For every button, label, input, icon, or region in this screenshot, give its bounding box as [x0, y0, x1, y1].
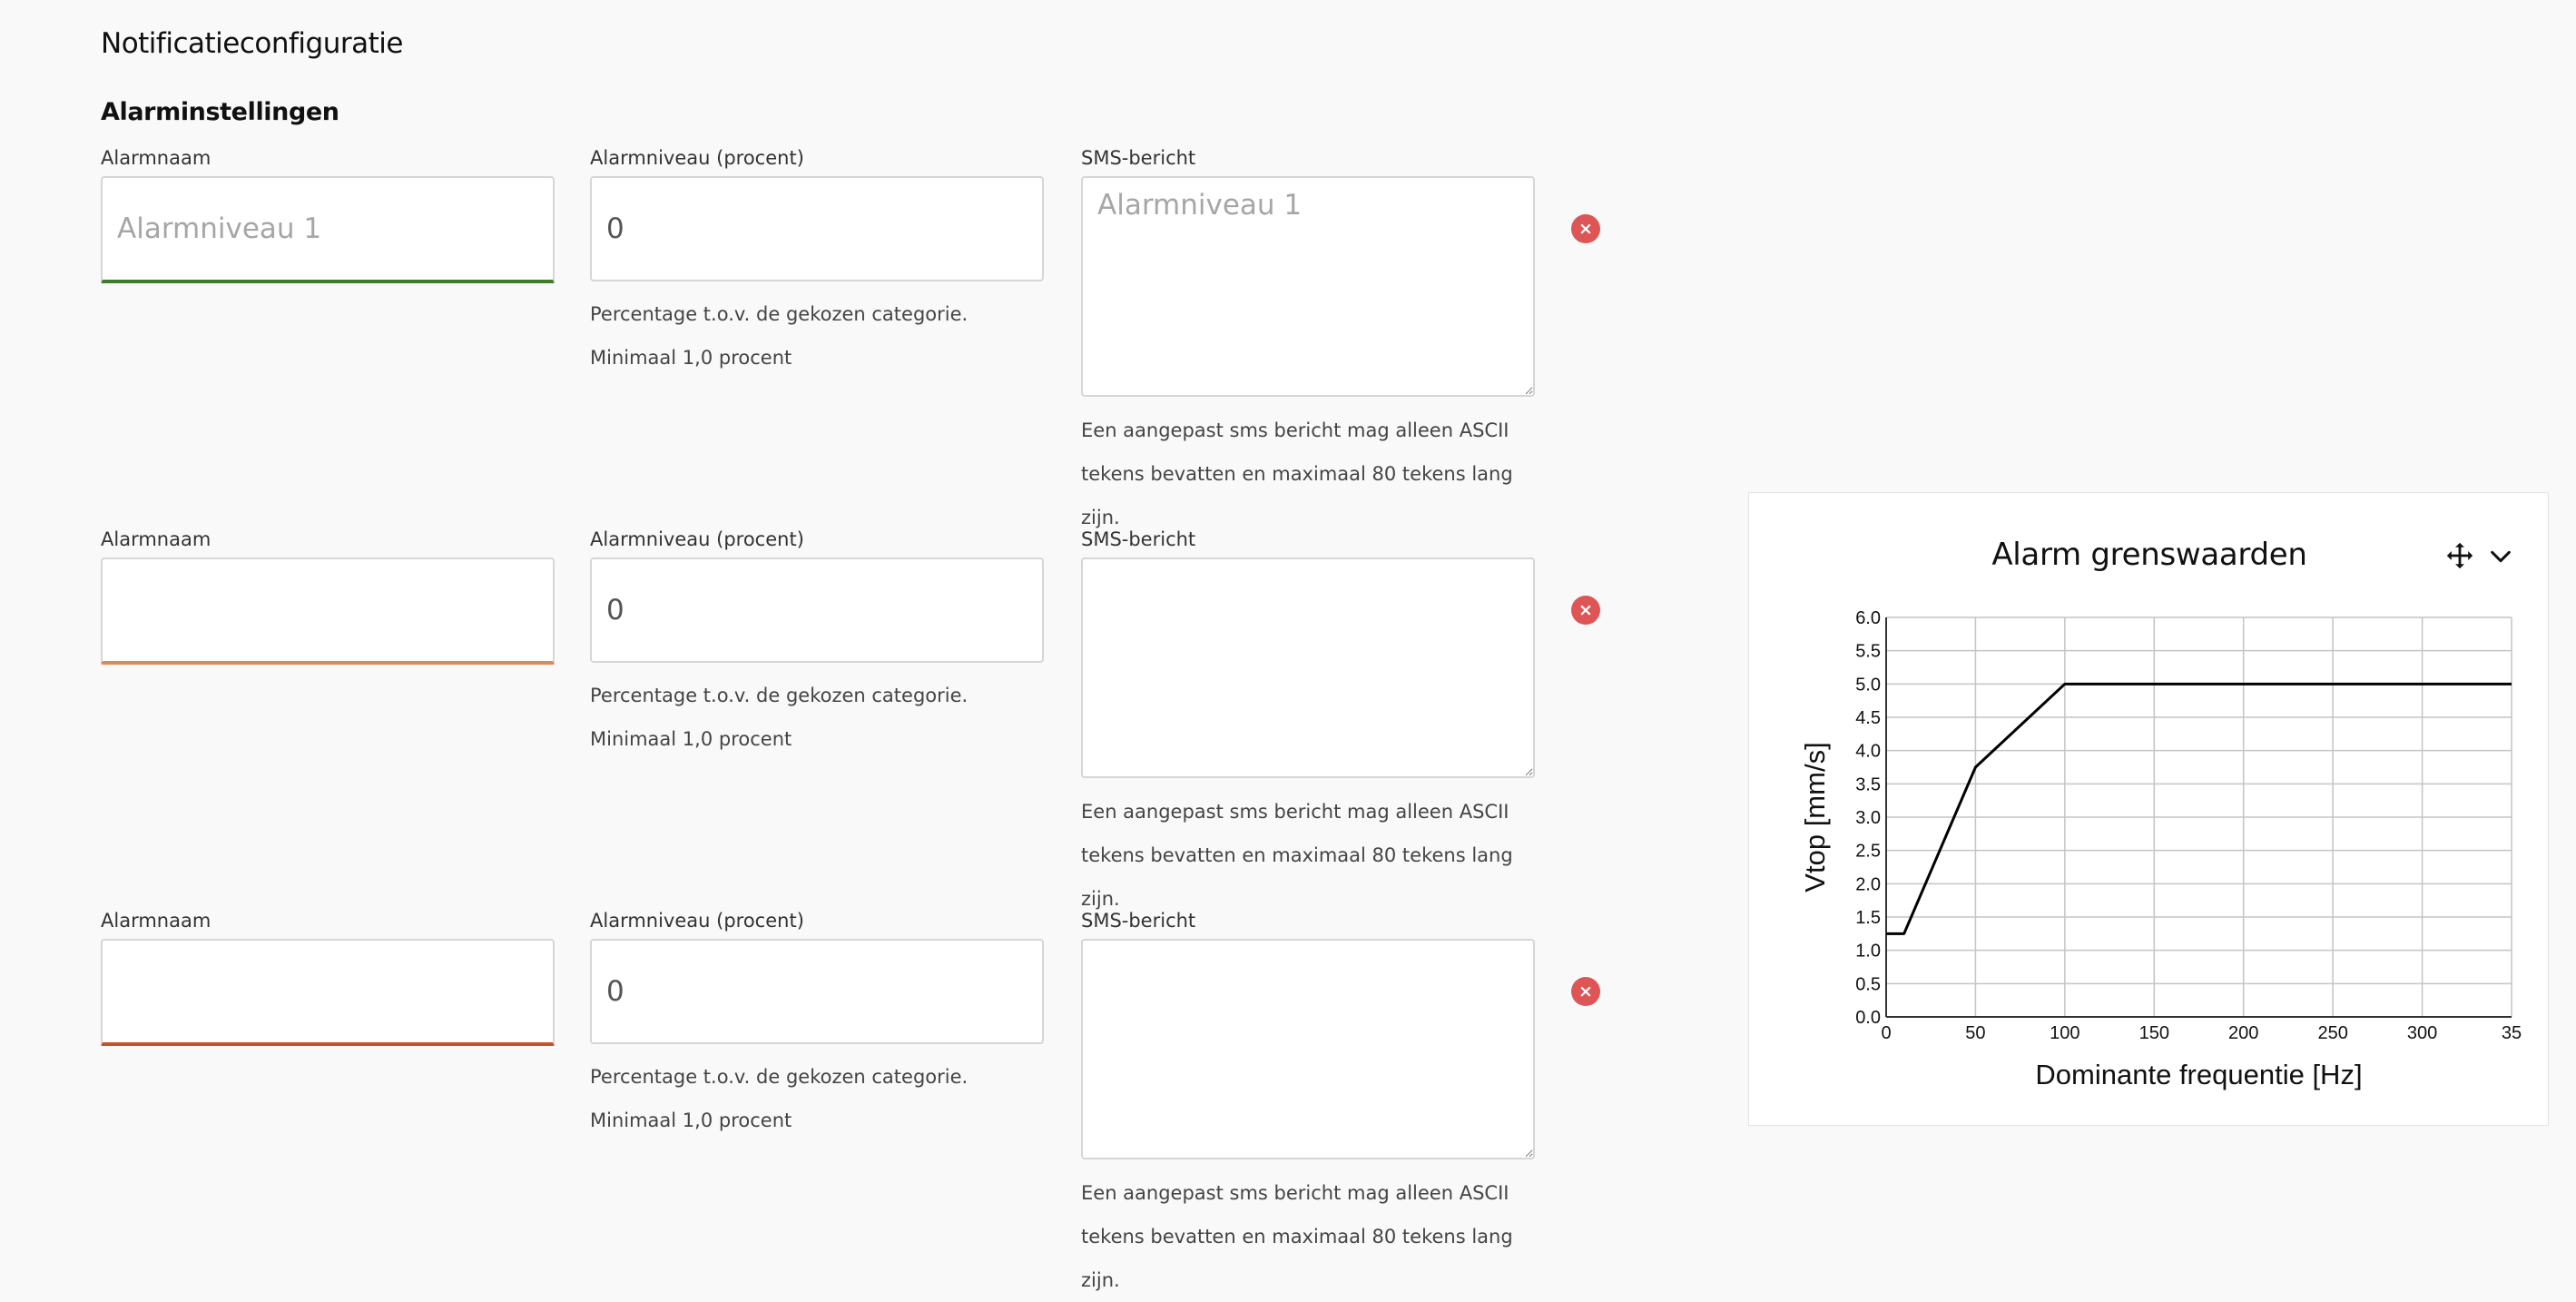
sms-message-label: SMS-bericht — [1081, 528, 1196, 550]
sms-message-label: SMS-bericht — [1081, 147, 1196, 169]
x-tick-label: 0 — [1881, 1023, 1892, 1043]
x-axis-label: Dominante frequentie [Hz] — [2035, 1059, 2363, 1090]
sms-message-help: Een aangepast sms bericht mag alleen ASCII tekens bevatten en maximaal 80 tekens lang zijn. — [1081, 1182, 1513, 1291]
y-tick-label: 3.0 — [1855, 808, 1881, 828]
sms-message-textarea[interactable] — [1081, 557, 1535, 778]
y-tick-label: 6.0 — [1855, 608, 1881, 628]
alarm-name-label: Alarmnaam — [101, 147, 211, 169]
y-tick-label: 4.0 — [1855, 741, 1881, 762]
x-tick-label: 150 — [2138, 1023, 2169, 1043]
y-tick-label: 0.0 — [1855, 1008, 1881, 1028]
alarm-level-help: Percentage t.o.v. de gekozen categorie. Minimaal 1,0 procent — [590, 685, 968, 750]
alarm-name-input[interactable] — [101, 557, 555, 665]
alarm-level-input[interactable] — [590, 557, 1044, 663]
alarm-level-input[interactable] — [590, 176, 1044, 281]
y-axis-label: Vtop [mm/s] — [1799, 742, 1831, 893]
y-tick-label: 2.5 — [1855, 841, 1881, 862]
alarm-row-1 — [0, 147, 1634, 528]
alarm-name-label: Alarmnaam — [101, 910, 211, 932]
x-tick-label: 35 — [2501, 1023, 2522, 1043]
x-tick-label: 300 — [2406, 1023, 2438, 1043]
delete-alarm-button[interactable]: × — [1571, 977, 1600, 1006]
alarm-thresholds-chart-panel — [1748, 492, 2549, 1126]
section-title: Alarminstellingen — [101, 98, 339, 126]
y-tick-label: 2.0 — [1855, 874, 1881, 895]
alarm-level-label: Alarmniveau (procent) — [590, 147, 804, 169]
y-tick-label: 5.0 — [1855, 675, 1881, 695]
alarm-name-input[interactable] — [101, 939, 555, 1046]
alarm-name-label: Alarmnaam — [101, 528, 211, 550]
alarm-name-input[interactable] — [101, 176, 555, 283]
sms-message-help: Een aangepast sms bericht mag alleen ASCII tekens bevatten en maximaal 80 tekens lang zijn. — [1081, 801, 1513, 910]
y-tick-label: 5.5 — [1855, 641, 1881, 662]
chart-title: Alarm grenswaarden — [1991, 537, 2307, 573]
sms-message-label: SMS-bericht — [1081, 910, 1196, 932]
x-tick-label: 250 — [2317, 1023, 2348, 1043]
delete-alarm-button[interactable]: × — [1571, 596, 1600, 625]
page-title: Notificatieconfiguratie — [101, 27, 403, 60]
y-tick-label: 4.5 — [1855, 708, 1881, 728]
chart-plot — [1749, 493, 2548, 1125]
alarm-level-help: Percentage t.o.v. de gekozen categorie. Minimaal 1,0 procent — [590, 1066, 968, 1131]
y-tick-label: 0.5 — [1855, 974, 1881, 995]
y-tick-label: 1.0 — [1855, 941, 1881, 962]
y-tick-label: 1.5 — [1855, 908, 1881, 928]
alarm-row-2 — [0, 528, 1634, 910]
alarm-level-label: Alarmniveau (procent) — [590, 910, 804, 932]
x-tick-label: 200 — [2228, 1023, 2259, 1043]
threshold-line — [1886, 684, 2512, 933]
x-tick-label: 100 — [2050, 1023, 2080, 1043]
alarm-level-input[interactable] — [590, 939, 1044, 1044]
y-tick-label: 3.5 — [1855, 774, 1881, 795]
sms-message-help: Een aangepast sms bericht mag alleen ASCII tekens bevatten en maximaal 80 tekens lang zijn. — [1081, 419, 1513, 528]
delete-alarm-button[interactable]: × — [1571, 214, 1600, 243]
alarm-row-3 — [0, 910, 1634, 1291]
alarm-level-help: Percentage t.o.v. de gekozen categorie. Minimaal 1,0 procent — [590, 303, 968, 369]
x-tick-label: 50 — [1965, 1023, 1986, 1043]
sms-message-textarea[interactable] — [1081, 176, 1535, 397]
alarm-level-label: Alarmniveau (procent) — [590, 528, 804, 550]
sms-message-textarea[interactable] — [1081, 939, 1535, 1159]
